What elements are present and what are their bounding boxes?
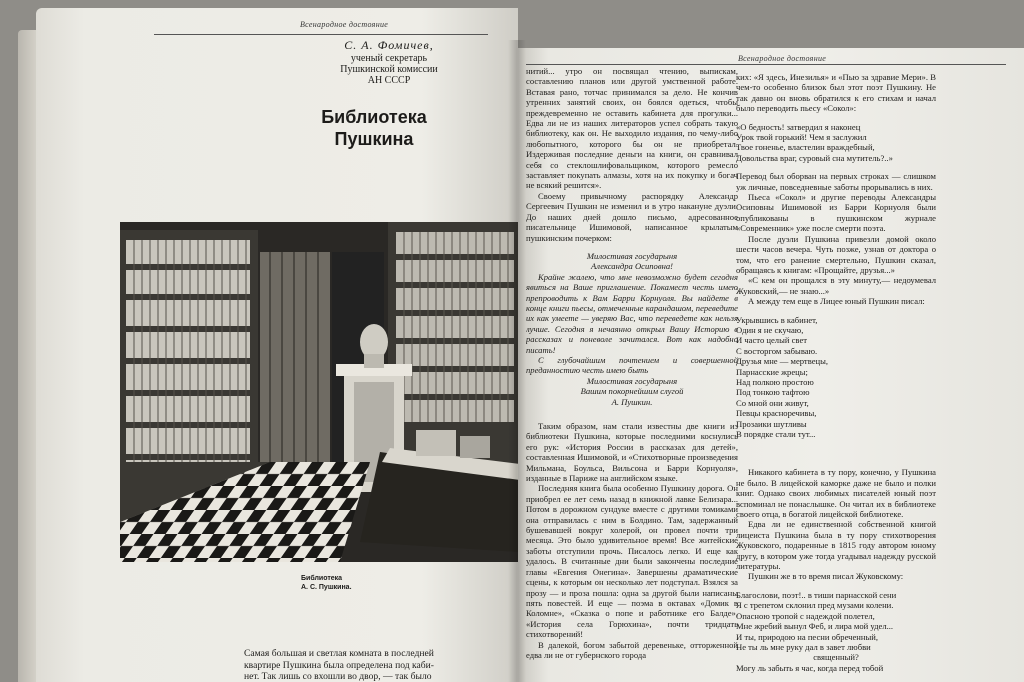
column2-paragraph [736,582,936,590]
column2-paragraph: «О бедность! затвердил я наконец [736,121,861,132]
title-line-1: Библиотека [321,107,427,127]
left-page [36,8,518,682]
column2-paragraph [736,114,936,122]
column2-paragraph: Укрывшись в кабинет, [736,314,818,325]
column2-paragraph [736,439,936,453]
column1-paragraph: Александра Осиповна! [590,261,674,272]
column2-paragraph: Перевод был оборван на первых строках — слишком уж личные, повседневные заботы прорывались в них. [736,171,936,192]
column2-paragraph: Довольства враг, суровый сна мутитель?..» [736,152,893,163]
column2-paragraph: Мне жребий вынул Феб, и лира мой удел... [736,621,894,632]
article-title [210,106,518,150]
column1-paragraph: С глубочайшим почтением и совершенной преданностию честь имею быть [526,354,738,376]
column2-paragraph: Со мной они живут, [736,397,809,408]
column2-paragraph: Твое гоненье, властелин враждебный, [736,142,875,153]
column2-paragraph: Друзья мне — мертвецы, [736,356,829,367]
caption-line-1: Библиотека [301,575,343,582]
column2-paragraph: ких: «Я здесь, Инезилья» и «Пью за здравие Мери». В чем-то особенно близок был этот поэт Пушкину. Не так давно он вновь обратился к его стихам и начал было переводить пьесу «Сокол»: [736,72,936,114]
right-page [518,48,1024,682]
right-head-rule [526,64,1006,65]
column1-paragraph: Своему привычному распорядку Александр Сергеевич Пушкин не изменил и в утро накануне дуэли. До наших дней дошло письмо, адресованное писательнице Ишимовой, написанное крылатым пушкинским почерком: [526,190,738,243]
column1-paragraph: Таким образом, нам стали известны две книги из библиотеки Пушкина, которые последними коснулись его рук: «История России в рассказах для детей», составленная Ишимовой, и «Стихотворные произведения Мильмана, Боульса, Вильсона и Барри Корнуоля», изданные в Париже на английском языке. [526,421,738,484]
author-block [224,38,518,86]
author-role-2: Пушкинской комиссии [340,64,438,75]
column2-paragraph: Могу ль забыть я час, когда перед тобой [736,662,884,673]
column2-paragraph: Под тонкою тафтою [736,387,810,398]
left-body-line-2: квартире Пушкина была определена под каби- [244,659,434,671]
column2-paragraph [736,453,936,467]
column1-paragraph: В далекой, богом забытой деревеньке, отторженной едва ли не от губернского города [526,639,738,660]
right-running-head: Всенародное достояние [738,54,827,63]
column2-paragraph: Прозаики шутливы [736,418,807,429]
title-line-2: Пушкина [334,129,414,149]
column2-paragraph: Урок твой горький! Чем я заслужил [736,132,867,143]
column1-paragraph: Милостивая государыня [586,375,678,386]
column1-paragraph: Крайне жалею, что мне невозможно будет сегодня явиться на Ваше приглашение. Покамест честь имею препроводить к Вам Барри Корнуоля. Вы найдете в конце книги пьесы, отмеченные карандашом, переведите их как умеете — уверяю Вас, что переведете как нельзя лучше. Сегодня я нечаянно открыл Вашу Историю в рассказах и поневоле зачитался. Вот как надобно писать! [526,271,738,355]
column1-paragraph: Последняя книга была особенно Пушкину дорога. Он приобрел ее лет семь назад в книжной лавке Белизара... Потом в дорожном сундуке вместе с другими томиками она отправилась с ним в Болдино. Там, задержанный бушевавшей вокруг холерой, он провел почти три месяца. Это было удивительное время! Все житейские заботы отступили прочь. Писалось легко. И еще как удалось. В считанные дни были закончены последние главы «Евгения Онегина». Завершены драматические сцены, к которым он несколько лет подступал. Взялся за прозу — и проза пошла: одна за другой были написаны пять повестей. И еще — поэма в октавах «Домик в Коломне», «Сказка о попе и работнике его Балде», «История села Горюхина», почти тридцать стихотворений! [526,483,738,640]
column2-paragraph: С восторгом забываю. [736,345,818,356]
column2-paragraph: Один я не скучаю, [736,324,804,335]
column1-paragraph: нитий... утро он посвящал чтению, выпискам, составлению планов или другой умственной работе. Вставая рано, тотчас принимался за дело. Не кончив утренних занятий своих, он боялся одеться, чтобы преждевременно не оставить кабинета для прогулки... Едва ли не из наших литераторов успел собрать такую библиотеку, как он. Не выходило издания, по чему-либо любопытного, которого бы он не приобретал. Издерживая последние деньги на книги, он сравнивал себя со стеклошлифовальщиком, которого ремесло заставляет покупать алмазы, хотя на их покупку и богач не всякий решится». [526,66,738,191]
caption-line-2: А. С. Пушкина. [301,584,352,591]
column2-paragraph: Певцы красноречивы, [736,408,817,419]
library-photo [120,222,518,562]
column2-paragraph: священный? [813,652,859,663]
column2-paragraph: Никакого кабинета в ту пору, конечно, у Пушкина не было. В лицейской каморке даже не было и полки книг. Однако своих любимых писателей юный поэт вспоминал не понаслышке. Он читал их в библиотеке своего отца, в богатой лицейской библиотеке. [736,467,936,520]
left-running-head: Всенародное достояние [300,20,389,29]
column2-paragraph: Опасною тропой с надеждой полетел, [736,610,875,621]
column1-paragraph: А. Пушкин. [611,396,653,407]
column2-paragraph [736,163,936,171]
right-column-1 [526,66,738,682]
author-name: С. А. Фомичев, [344,38,434,52]
column1-paragraph: Милостивая государыня [586,250,678,261]
author-role-3: АН СССР [367,75,411,86]
column1-paragraph [526,243,738,251]
column2-paragraph: А между тем еще в Лицее юный Пушкин писал: [748,296,925,307]
column2-paragraph: Едва ли не единственной собственной книгой лицеиста Пушкина была в ту пору стихотворения Жуковского, подаренные в 1815 году автором юному другу, в котором уже тогда угадывал надежду русской литературы. [736,519,936,572]
column2-paragraph: И ты, природою на песни обреченный, [736,631,879,642]
author-role-1: ученый секретарь [350,53,428,64]
column2-paragraph: Над полкою простою [736,376,814,387]
left-head-rule [154,34,488,35]
column2-paragraph: В порядке стали тут... [736,429,816,439]
column2-paragraph: После дуэли Пушкина привезли домой около шести часов вечера. Чуть позже, узнав от доктора о том, что его ранение смертельно, Пушкин сказал, обращаясь к книгам: «Прощайте, друзья...» [736,233,936,275]
left-body-text [244,648,498,682]
column2-paragraph: Пьеса «Сокол» и другие переводы Александры Осиповны Ишимовой из Барри Корнуоля были опубликованы в пушкинском журнале «Современник» уже после смерти поэта. [736,192,936,234]
column2-paragraph: Я с трепетом склонил пред музами колени. [736,600,894,611]
column2-paragraph: Благослови, поэт!.. в тиши парнасской сени [736,589,897,600]
book-spine [508,40,526,682]
column1-paragraph [526,407,738,421]
column2-paragraph: Парнасские жрецы; [736,366,808,377]
column1-paragraph: Вашим покорнейшим слугой [580,386,684,397]
left-body-line-1: Самая большая и светлая комната в последней [244,648,434,659]
column2-paragraph [736,307,936,315]
column2-paragraph: Пушкин же в то время писал Жуковскому: [748,571,904,582]
column2-paragraph: «С кем он прощался в эту минуту,— недоумевал Жуковский,— не знаю...» [736,275,936,296]
photo-caption [301,574,352,592]
right-column-2 [736,72,936,682]
left-body-line-3: нет. Так лишь со вхошли во двор, — так было [244,671,432,682]
column2-paragraph: Не ты ль мне руку дал в завет любви [736,641,871,652]
column2-paragraph: И часто целый свет [736,335,808,346]
